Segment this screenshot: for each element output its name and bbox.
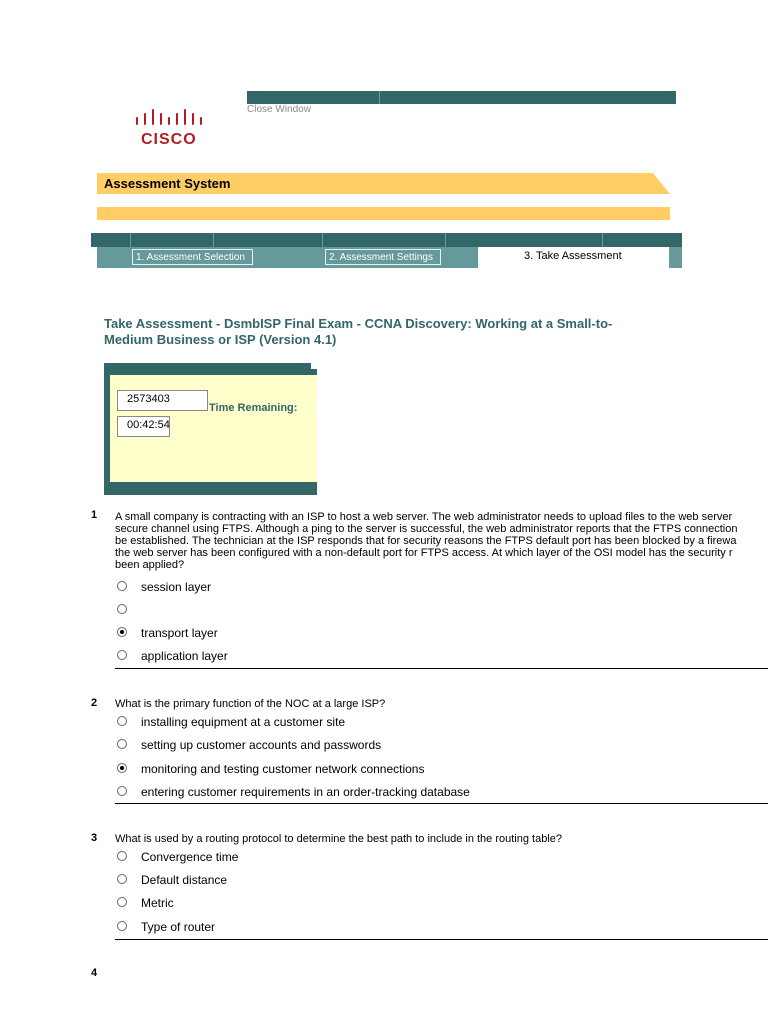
question-text [115,511,768,571]
radio-button[interactable] [117,786,127,796]
tab-assessment-selection[interactable]: 1. Assessment Selection [132,249,253,265]
answer-label: setting up customer accounts and passwords [141,738,382,752]
question-text-line: been applied? [115,559,185,571]
assessment-id-field[interactable]: 2573403 [117,390,208,411]
answer-label: entering customer requirements in an order-tracking database [141,785,470,799]
banner-underbar [97,207,670,220]
tab-bar-end [669,247,682,268]
answer-label: Default distance [141,873,228,887]
radio-button[interactable] [117,716,127,726]
tab-assessment-settings[interactable]: 2. Assessment Settings [325,249,441,265]
question-number: 4 [91,967,98,979]
answer-label: Metric [141,896,174,910]
timer-panel-notch [311,363,317,369]
radio-button[interactable] [117,581,127,591]
answer-label: transport layer [141,626,218,640]
question-text-line: be established. The technician at the ISP responds that for security reasons the FTPS default port has been blocked by a firewa [115,535,737,547]
radio-button[interactable] [117,921,127,931]
question-text-line: What is used by a routing protocol to determine the best path to include in the routing table? [115,833,562,845]
radio-button[interactable] [117,604,127,614]
radio-button[interactable] [117,739,127,749]
time-remaining-field[interactable]: 00:42:54 [117,416,170,437]
question-text-line: A small company is contracting with an ISP to host a web server. The web administrator needs to upload files to the web server [115,511,733,523]
radio-button[interactable] [117,874,127,884]
radio-button[interactable] [117,897,127,907]
answer-label: monitoring and testing customer network connections [141,762,425,776]
question-text-line: secure channel using FTPS. Although a ping to the server is successful, the web administrator reports that the FTPS connection [115,523,738,535]
question-number: 3 [91,832,98,844]
radio-button[interactable] [117,650,127,660]
time-remaining-label: Time Remaining: [209,402,298,414]
cisco-bridge-icon [134,106,204,130]
page-title-line-2: Medium Business or ISP (Version 4.1) [104,332,337,347]
page-title-line-1: Take Assessment - DsmbISP Final Exam - CCNA Discovery: Working at a Small-to- [104,316,613,331]
question-number: 1 [91,509,98,521]
question-number: 2 [91,697,98,709]
question-text [115,698,768,710]
answer-label: application layer [141,649,228,663]
question-divider [115,803,768,804]
tab-bar-top [91,233,682,247]
close-window-link[interactable]: Close Window [247,104,311,115]
radio-button-selected[interactable] [117,627,127,637]
answer-label: Type of router [141,920,216,934]
answer-label: session layer [141,580,212,594]
question-text-line: the web server has been configured with a non-default port for FTPS access. At which layer of the OSI model has the security r [115,547,733,559]
question-text-line: What is the primary function of the NOC at a large ISP? [115,698,386,710]
cisco-logo [134,106,204,150]
tab-take-assessment[interactable]: 3. Take Assessment [524,250,622,262]
question-divider [115,668,768,669]
logo-wordmark: CISCO [141,131,197,148]
question-text [115,833,768,845]
question-divider [115,939,768,940]
page-title [104,316,664,348]
radio-button[interactable] [117,851,127,861]
answer-label: installing equipment at a customer site [141,715,346,729]
answer-label: Convergence time [141,850,239,864]
system-title: Assessment System [104,176,231,191]
radio-button-selected[interactable] [117,763,127,773]
top-header-strip [247,91,676,104]
